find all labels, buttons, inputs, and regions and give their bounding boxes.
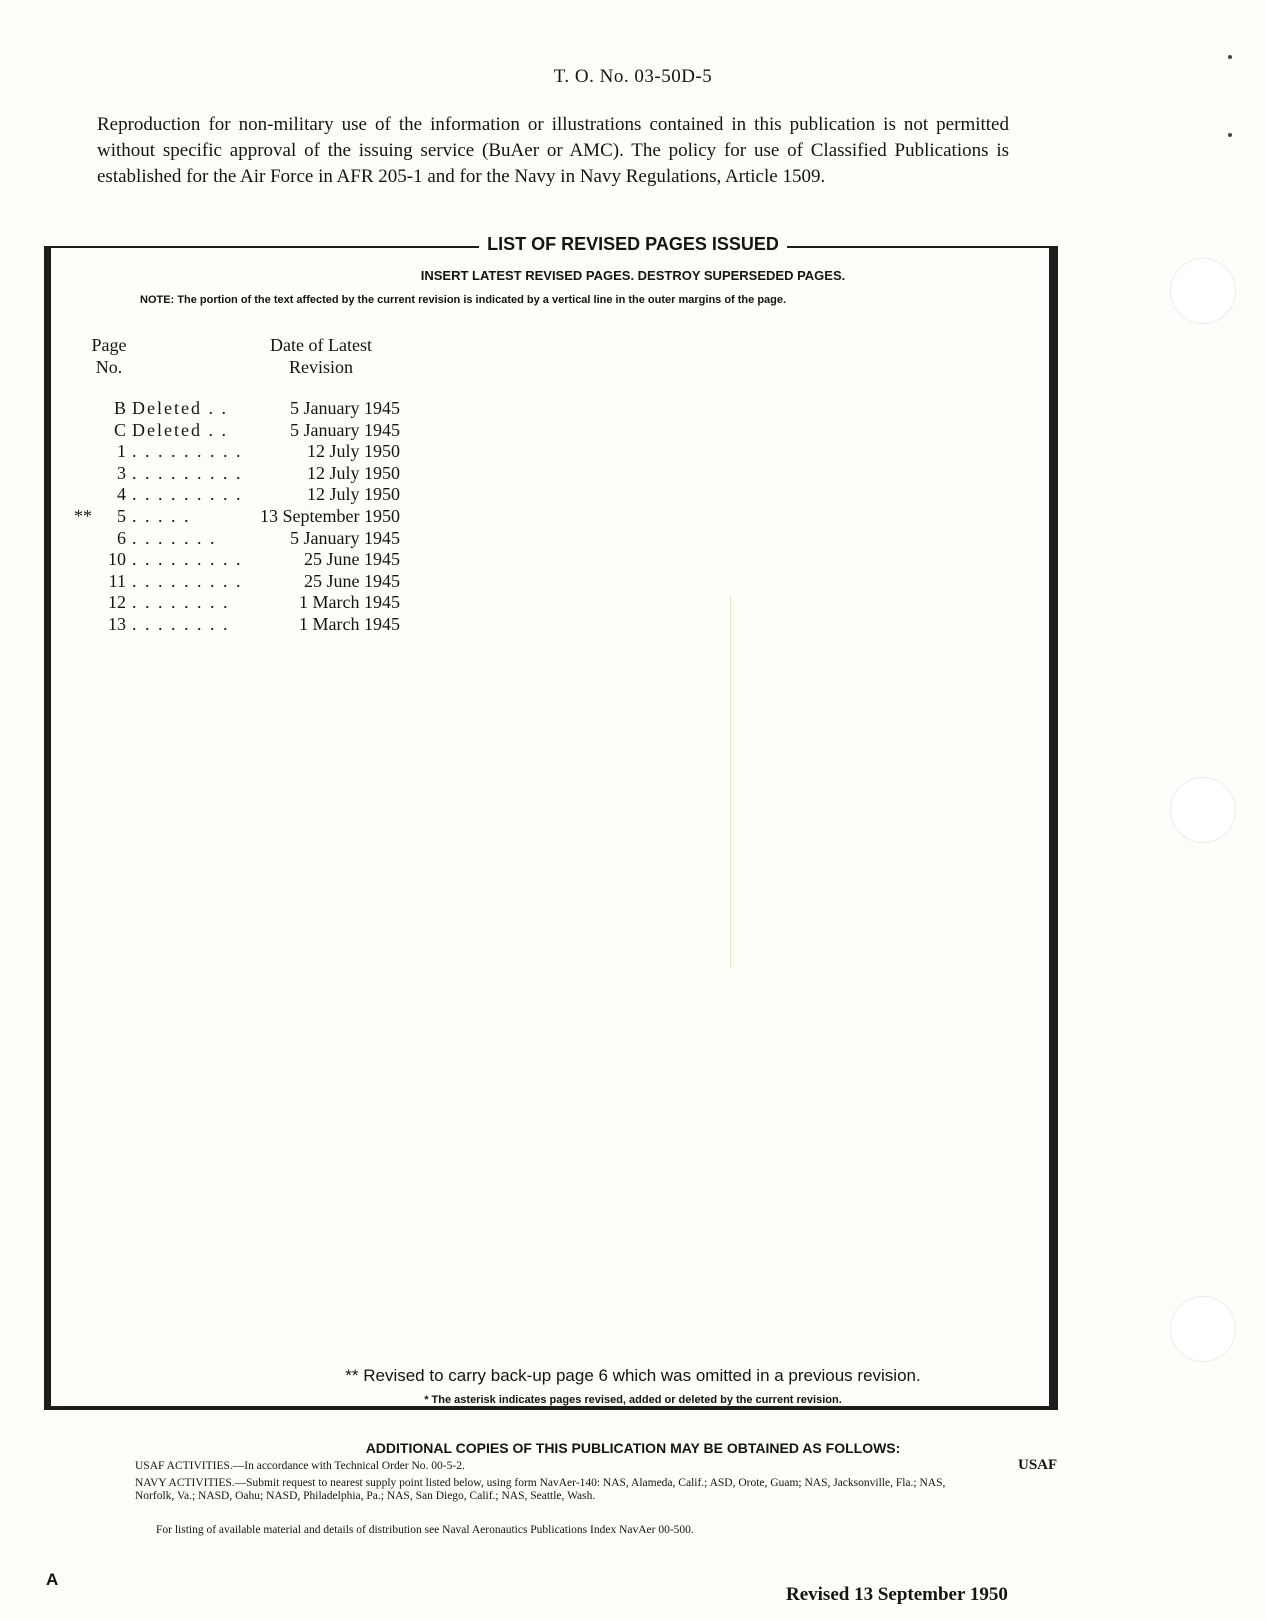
leader: . . . . . . . . [132,613,230,634]
revision-note: NOTE: The portion of the text affected by the current revision is indicated by a vertical line in the outer margins of the page. [140,294,787,306]
additional-copies-heading: ADDITIONAL COPIES OF THIS PUBLICATION MAY BE OBTAINED AS FOLLOWS: [365,1440,901,1456]
page-number: 4 [117,484,126,505]
leader: . . . . . [132,505,191,526]
leader: Deleted . . [132,419,228,440]
to-number: T. O. No. 03-50D-5 [553,66,713,87]
binder-hole-top [1170,258,1236,324]
leader: . . . . . . . . . [132,549,243,570]
margin-dot [1228,133,1232,137]
leader: . . . . . . . [132,527,217,548]
usaf-tag: USAF [1018,1457,1058,1473]
margin-dot [1228,55,1232,59]
list-item [70,463,410,485]
revision-date: 25 June 1945 [304,549,400,570]
page-number: 3 [117,462,126,483]
leader: . . . . . . . . . [132,462,243,483]
page-number: 12 [108,592,126,613]
revision-date: 5 January 1945 [290,419,400,440]
list-item [70,506,410,528]
revised-date: Revised 13 September 1950 [786,1584,1008,1605]
usaf-activities: USAF ACTIVITIES.—In accordance with Technical Order No. 00-5-2. [135,1460,465,1472]
page-number: 6 [117,527,126,548]
bleed-through-line [730,596,731,968]
revised-pages-list [70,398,410,636]
navy-activities: NAVY ACTIVITIES.—Submit request to nearest supply point listed below, using form NavAer-140: NAS, Alameda, Calif.; ASD, Orote, Guam; NAS, Jacksonville, Fla.; NAS, Norfolk, Va.; NASD, Oahu; NASD, Philadelphia, Pa.; NAS, San Diego, Calif.; NAS, Seattle, Wash. [135,1477,946,1502]
page-number: 13 [108,613,126,634]
page-number: 5 [117,505,126,526]
distribution-listing: For listing of available material and details of distribution see Naval Aeronautics Publications Index NavAer 00-500. [156,1524,694,1536]
column-header-date: Date of Latest Revision [270,335,372,377]
revision-date: 1 March 1945 [299,613,400,634]
column-header-page: Page No. [91,335,127,377]
page-number: 1 [117,441,126,462]
list-item [70,441,410,463]
revision-date: 12 July 1950 [306,441,400,462]
page-number: 10 [108,549,126,570]
list-item [70,484,410,506]
revision-date: 12 July 1950 [306,462,400,483]
list-item [70,571,410,593]
footnote-asterisk: * The asterisk indicates pages revised, added or deleted by the current revision. [424,1394,842,1406]
binder-hole-middle [1170,777,1236,843]
page-letter: A [46,1570,59,1589]
leader: . . . . . . . . [132,592,230,613]
revision-date: 13 September 1950 [260,505,400,526]
leader: Deleted . . [132,398,228,418]
list-item [70,592,410,614]
insert-instruction: INSERT LATEST REVISED PAGES. DESTROY SUPERSEDED PAGES. [420,268,846,283]
list-item [70,398,410,420]
list-item [70,528,410,550]
revision-date: 25 June 1945 [304,570,400,591]
revised-pages-title: LIST OF REVISED PAGES ISSUED [479,234,787,254]
leader: . . . . . . . . . [132,570,243,591]
page-number: 11 [108,570,126,591]
revision-mark: ** [74,505,92,526]
list-item [70,614,410,636]
binder-hole-bottom [1170,1296,1236,1362]
page-number: C [113,419,126,440]
footnote-double-asterisk: ** Revised to carry back-up page 6 which was omitted in a previous revision. [345,1366,921,1385]
revision-date: 1 March 1945 [299,592,400,613]
revision-date: 12 July 1950 [306,484,400,505]
leader: . . . . . . . . . [132,484,243,505]
page-number: B [113,398,126,418]
list-item [70,420,410,442]
revision-date: 5 January 1945 [290,398,400,418]
revision-date: 5 January 1945 [290,527,400,548]
reproduction-notice: Reproduction for non-military use of the information or illustrations contained in this publication is not permitted without specific approval of the issuing service (BuAer or AMC). The policy for use of Classified Publications is established for the Air Force in AFR 205-1 and for the Navy in Navy Regulations, Article 1509. [97,114,1009,187]
list-item [70,549,410,571]
revised-pages-title-wrap [0,234,1266,255]
leader: . . . . . . . . . [132,441,243,462]
